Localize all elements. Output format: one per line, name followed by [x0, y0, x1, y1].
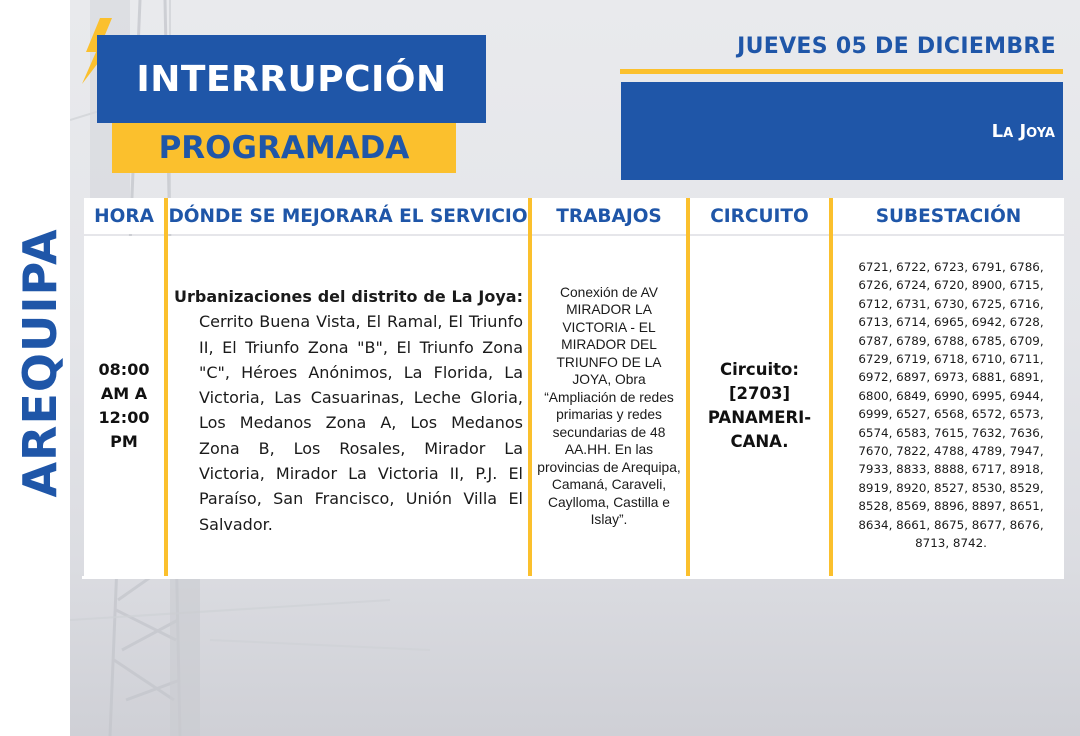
donde-areas: Cerrito Buena Vista, El Ramal, El Triunfo II, El Triunfo Zona "B", El Triunfo Zona "C", Héroes Anónimos, La Florida, La Victoria, Las Casuarinas, Leche Gloria, Los Medanos Zona A, Los Medanos Zona B, Los Rosales, Mirador La Victoria, Mirador La Victoria II, P.J. El Paraíso, San Francisco, Unión Villa El Salvador.	[199, 312, 523, 534]
hora-line: 08:00	[98, 360, 150, 379]
header-hora: HORA	[84, 198, 164, 234]
title-line2: PROGRAMADA	[158, 130, 410, 166]
header-subestacion: SUBESTACIÓN	[833, 198, 1064, 234]
donde-lead: Urbanizaciones del distrito de La Joya:	[174, 287, 523, 306]
cell-donde	[174, 284, 523, 537]
title-programada	[112, 123, 456, 173]
cell-subestacion: 6721, 6722, 6723, 6791, 6786, 6726, 6724, 6720, 8900, 6715, 6712, 6731, 6730, 6725, 6716, 6713, 6714, 6965, 6942, 6728, 6787, 6789, 6788, 6785, 6709, 6729, 6719, 6718, 6710, 6711, 6972, 6897, 6973, 6881, 6891, 6800, 6849, 6990, 6995, 6944, 6999, 6527, 6568, 6572, 6573, 6574, 6583, 7615, 7632, 7636, 7670, 7822, 4788, 4789, 7947, 7933, 8833, 8888, 6717, 8918, 8919, 8920, 8527, 8530, 8529, 8528, 8569, 8896, 8897, 8651, 8634, 8661, 8675, 8677, 8676, 8713, 8742.	[858, 260, 1044, 551]
header-donde: DÓNDE SE MEJORARÁ EL SERVICIO	[168, 198, 528, 234]
cell-circuito	[690, 236, 829, 576]
table-bottom-rule	[82, 576, 1064, 579]
cell-trabajos	[532, 236, 686, 576]
date-label: JUEVES 05 DE DICIEMBRE	[737, 34, 1056, 59]
region-label: AREQUIPA	[13, 228, 67, 498]
column-divider	[164, 198, 168, 576]
column-divider	[829, 198, 833, 576]
date-underline	[620, 69, 1063, 74]
location-bar	[621, 82, 1063, 180]
title-line1: INTERRUPCIÓN	[136, 58, 447, 100]
circuito-line: [2703]	[728, 384, 790, 403]
circuito-line: PANAMERI-	[707, 408, 812, 427]
hora-line: AM A	[100, 384, 148, 403]
circuito-line: Circuito:	[720, 360, 799, 379]
header-circuito: CIRCUITO	[690, 198, 829, 234]
hora-line: 12:00	[98, 408, 150, 427]
hora-line: PM	[110, 432, 138, 451]
location-label: La Joya	[991, 120, 1055, 142]
header-trabajos: TRABAJOS	[532, 198, 686, 234]
circuito-line: CANA.	[730, 432, 789, 451]
title-interrupcion	[97, 35, 486, 123]
trabajos-text: Conexión de AV MIRADOR LA VICTORIA - EL MIRADOR DEL TRIUNFO DE LA JOYA, Obra “Ampliación de redes primarias y redes secundarias de 48 AA.HH. En las provincias de Arequipa, Camaná, Caraveli, Caylloma, Castilla e Islay”.	[537, 284, 681, 527]
cell-hora	[84, 236, 164, 576]
